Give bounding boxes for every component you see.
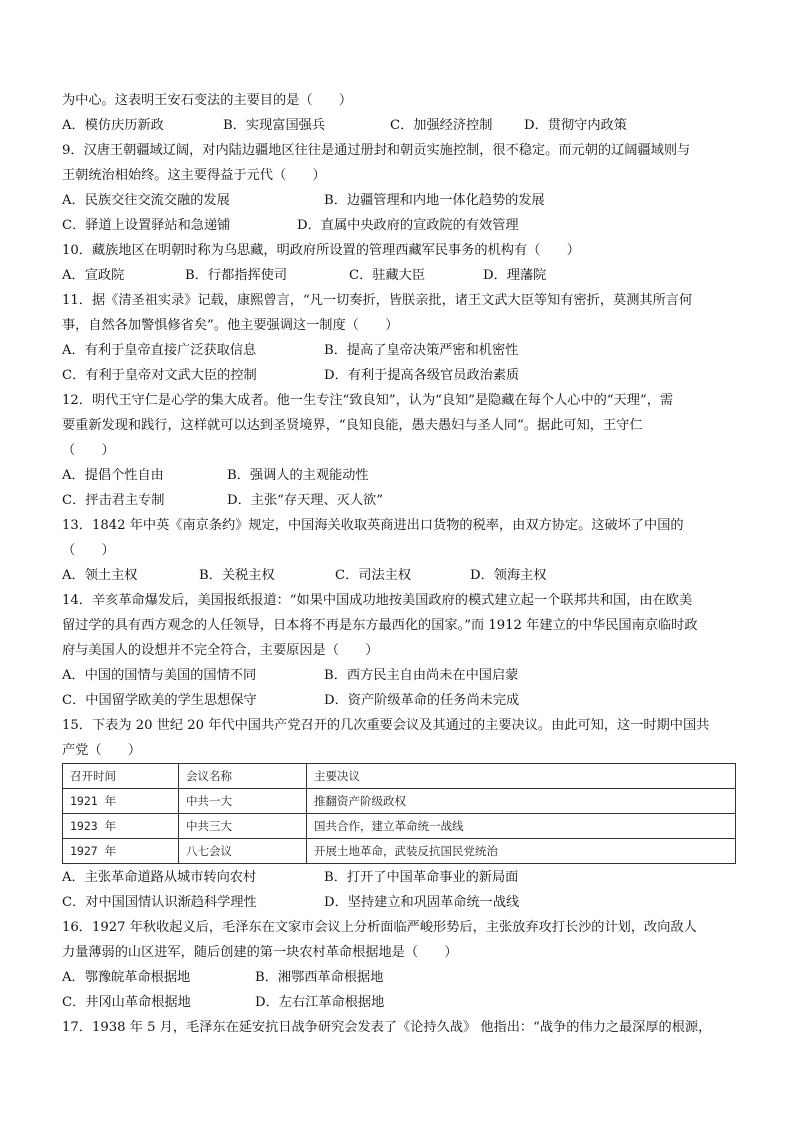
question-14-stem-cont: 留过学的具有西方观念的人任领导，日本将不再是东方最西化的国家。”而 1912 年建立的中华民国南京临时政 xyxy=(62,618,698,633)
table-header-cell: 会议名称 xyxy=(179,764,307,789)
question-15-stem: 15．下表为 20 世纪 20 年代中国共产党召开的几次重要会议及其通过的主要决议。由此可知，这一时期中国共 xyxy=(62,718,710,733)
question-16-options-ab xyxy=(62,965,738,990)
meetings-table xyxy=(62,763,736,864)
question-9-stem-cont: 王朝统治相始终。这主要得益于元代（ ） xyxy=(62,168,326,183)
question-9-options-cd xyxy=(62,213,738,238)
option-b: B．湘鄂西革命根据地 xyxy=(255,970,384,985)
table-cell-meeting: 八七会议 xyxy=(179,839,307,864)
table-cell-year: 1921 年 xyxy=(63,789,179,814)
question-11-stem-cont: 事，自然各加警惧修省矣”。他主要强调这一制度（ ） xyxy=(62,318,399,333)
question-12-stem-cont: 要重新发现和践行，这样就可以达到圣贤境界，“良知良能，愚夫愚妇与圣人同”。据此可知，王守仁 xyxy=(62,418,643,433)
question-15-stem-cont: 产党（ ） xyxy=(62,743,142,758)
option-a: A．提倡个性自由 xyxy=(62,468,164,483)
question-12-stem: 12．明代王守仁是心学的集大成者。他一生专注“致良知”，认为“良知”是隐藏在每个人心中的“天理”，需 xyxy=(62,393,674,408)
option-a: A．主张革命道路从城市转向农村 xyxy=(62,870,257,885)
question-12-answer-paren: （ ） xyxy=(62,443,115,458)
option-b: B．西方民主自由尚未在中国启蒙 xyxy=(324,668,519,683)
table-header-cell: 召开时间 xyxy=(63,764,179,789)
option-b: B．强调人的主观能动性 xyxy=(227,468,369,483)
question-15-options-cd xyxy=(62,890,738,915)
option-c: C．有利于皇帝对文武大臣的控制 xyxy=(62,368,257,383)
question-11-stem: 11．据《清圣祖实录》记载，康熙曾言，“凡一切奏折，皆朕亲批，诸王文武大臣等知有密折，莫测其所言何 xyxy=(62,293,693,308)
option-c: C．司法主权 xyxy=(335,568,412,583)
option-c: C．井冈山革命根据地 xyxy=(62,995,191,1010)
option-b: B．关税主权 xyxy=(199,568,275,583)
question-8-stem-end: 为中心。这表明王安石变法的主要目的是（ ） xyxy=(62,93,353,108)
exam-page xyxy=(62,88,738,1040)
question-10-options xyxy=(62,263,738,288)
question-9-options-ab xyxy=(62,188,738,213)
option-c: C．加强经济控制 xyxy=(390,118,493,133)
option-c: C．驻藏大臣 xyxy=(349,268,426,283)
table-cell-meeting: 中共一大 xyxy=(179,789,307,814)
table-cell-meeting: 中共三大 xyxy=(179,814,307,839)
option-d: D．贯彻守内政策 xyxy=(524,118,627,133)
table-row xyxy=(63,839,736,864)
question-9-stem: 9．汉唐王朝疆域辽阔，对内陆边疆地区往往是通过册封和朝贡实施控制，很不稳定。而元朝的辽阔疆域则与 xyxy=(62,143,691,158)
question-13-answer-paren: （ ） xyxy=(62,543,115,558)
option-c: C．抨击君主专制 xyxy=(62,493,165,508)
question-12-options-cd xyxy=(62,488,738,513)
option-a: A．有利于皇帝直接广泛获取信息 xyxy=(62,343,257,358)
option-d: D．主张“存天理、灭人欲” xyxy=(227,493,383,508)
table-cell-resolution: 推翻资产阶级政权 xyxy=(307,789,736,814)
table-header-cell: 主要决议 xyxy=(307,764,736,789)
option-a: A．中国的国情与美国的国情不同 xyxy=(62,668,257,683)
question-16-stem: 16．1927 年秋收起义后，毛泽东在文家市会议上分析面临严峻形势后，主张放弃攻打长沙的计划，改向敌人 xyxy=(62,920,697,935)
table-cell-resolution: 开展土地革命，武装反抗国民党统治 xyxy=(307,839,736,864)
table-row xyxy=(63,789,736,814)
question-14-options-cd xyxy=(62,688,738,713)
option-d: D．直属中央政府的宣政院的有效管理 xyxy=(297,218,519,233)
question-11-options-cd xyxy=(62,363,738,388)
option-a: A．民族交往交流交融的发展 xyxy=(62,193,230,208)
question-11-options-ab xyxy=(62,338,738,363)
option-d: D．理藩院 xyxy=(483,268,547,283)
option-b: B．边疆管理和内地一体化趋势的发展 xyxy=(324,193,545,208)
question-14-stem: 14．辛亥革命爆发后，美国报纸报道：“如果中国成功地按美国政府的模式建立起一个联邦共和国，由在欧美 xyxy=(62,593,693,608)
option-a: A．模仿庆历新政 xyxy=(62,118,164,133)
option-d: D．领海主权 xyxy=(470,568,547,583)
option-b: B．打开了中国革命事业的新局面 xyxy=(324,870,519,885)
option-d: D．资产阶级革命的任务尚未完成 xyxy=(324,693,520,708)
option-d: D．有利于提高各级官员政治素质 xyxy=(324,368,520,383)
option-b: B．行都指挥使司 xyxy=(185,268,288,283)
table-cell-resolution: 国共合作，建立革命统一战线 xyxy=(307,814,736,839)
question-12-options-ab xyxy=(62,463,738,488)
option-a: A．领土主权 xyxy=(62,568,138,583)
option-d: D．左右江革命根据地 xyxy=(255,995,385,1010)
option-a: A．宣政院 xyxy=(62,268,125,283)
question-16-options-cd xyxy=(62,990,738,1015)
option-c: C．中国留学欧美的学生思想保守 xyxy=(62,693,257,708)
question-8-options xyxy=(62,113,738,138)
option-c: C．驿道上设置驿站和急递铺 xyxy=(62,218,231,233)
option-c: C．对中国国情认识渐趋科学理性 xyxy=(62,895,257,910)
question-17-stem: 17．1938 年 5 月，毛泽东在延安抗日战争研究会发表了《论持久战》 他指出：“战争的伟力之最深厚的根源， xyxy=(62,1020,712,1035)
option-b: B．提高了皇帝决策严密和机密性 xyxy=(324,343,519,358)
question-13-stem: 13．1842 年中英《南京条约》规定，中国海关收取英商进出口货物的税率，由双方协定。这破坏了中国的 xyxy=(62,518,684,533)
table-cell-year: 1923 年 xyxy=(63,814,179,839)
question-14-options-ab xyxy=(62,663,738,688)
option-a: A．鄂豫皖革命根据地 xyxy=(62,970,191,985)
question-15-options-ab xyxy=(62,865,738,890)
option-d: D．坚持建立和巩固革命统一战线 xyxy=(324,895,520,910)
question-13-options xyxy=(62,563,738,588)
table-header-row xyxy=(63,764,736,789)
question-10-stem: 10．藏族地区在明朝时称为乌思藏，明政府所设置的管理西藏军民事务的机构有（ ） xyxy=(62,243,580,258)
table-cell-year: 1927 年 xyxy=(63,839,179,864)
option-b: B．实现富国强兵 xyxy=(223,118,326,133)
question-16-stem-cont: 力量薄弱的山区进军，随后创建的第一块农村革命根据地是（ ） xyxy=(62,945,458,960)
question-14-stem-end: 府与美国人的设想并不完全符合，主要原因是（ ） xyxy=(62,643,379,658)
table-row xyxy=(63,814,736,839)
